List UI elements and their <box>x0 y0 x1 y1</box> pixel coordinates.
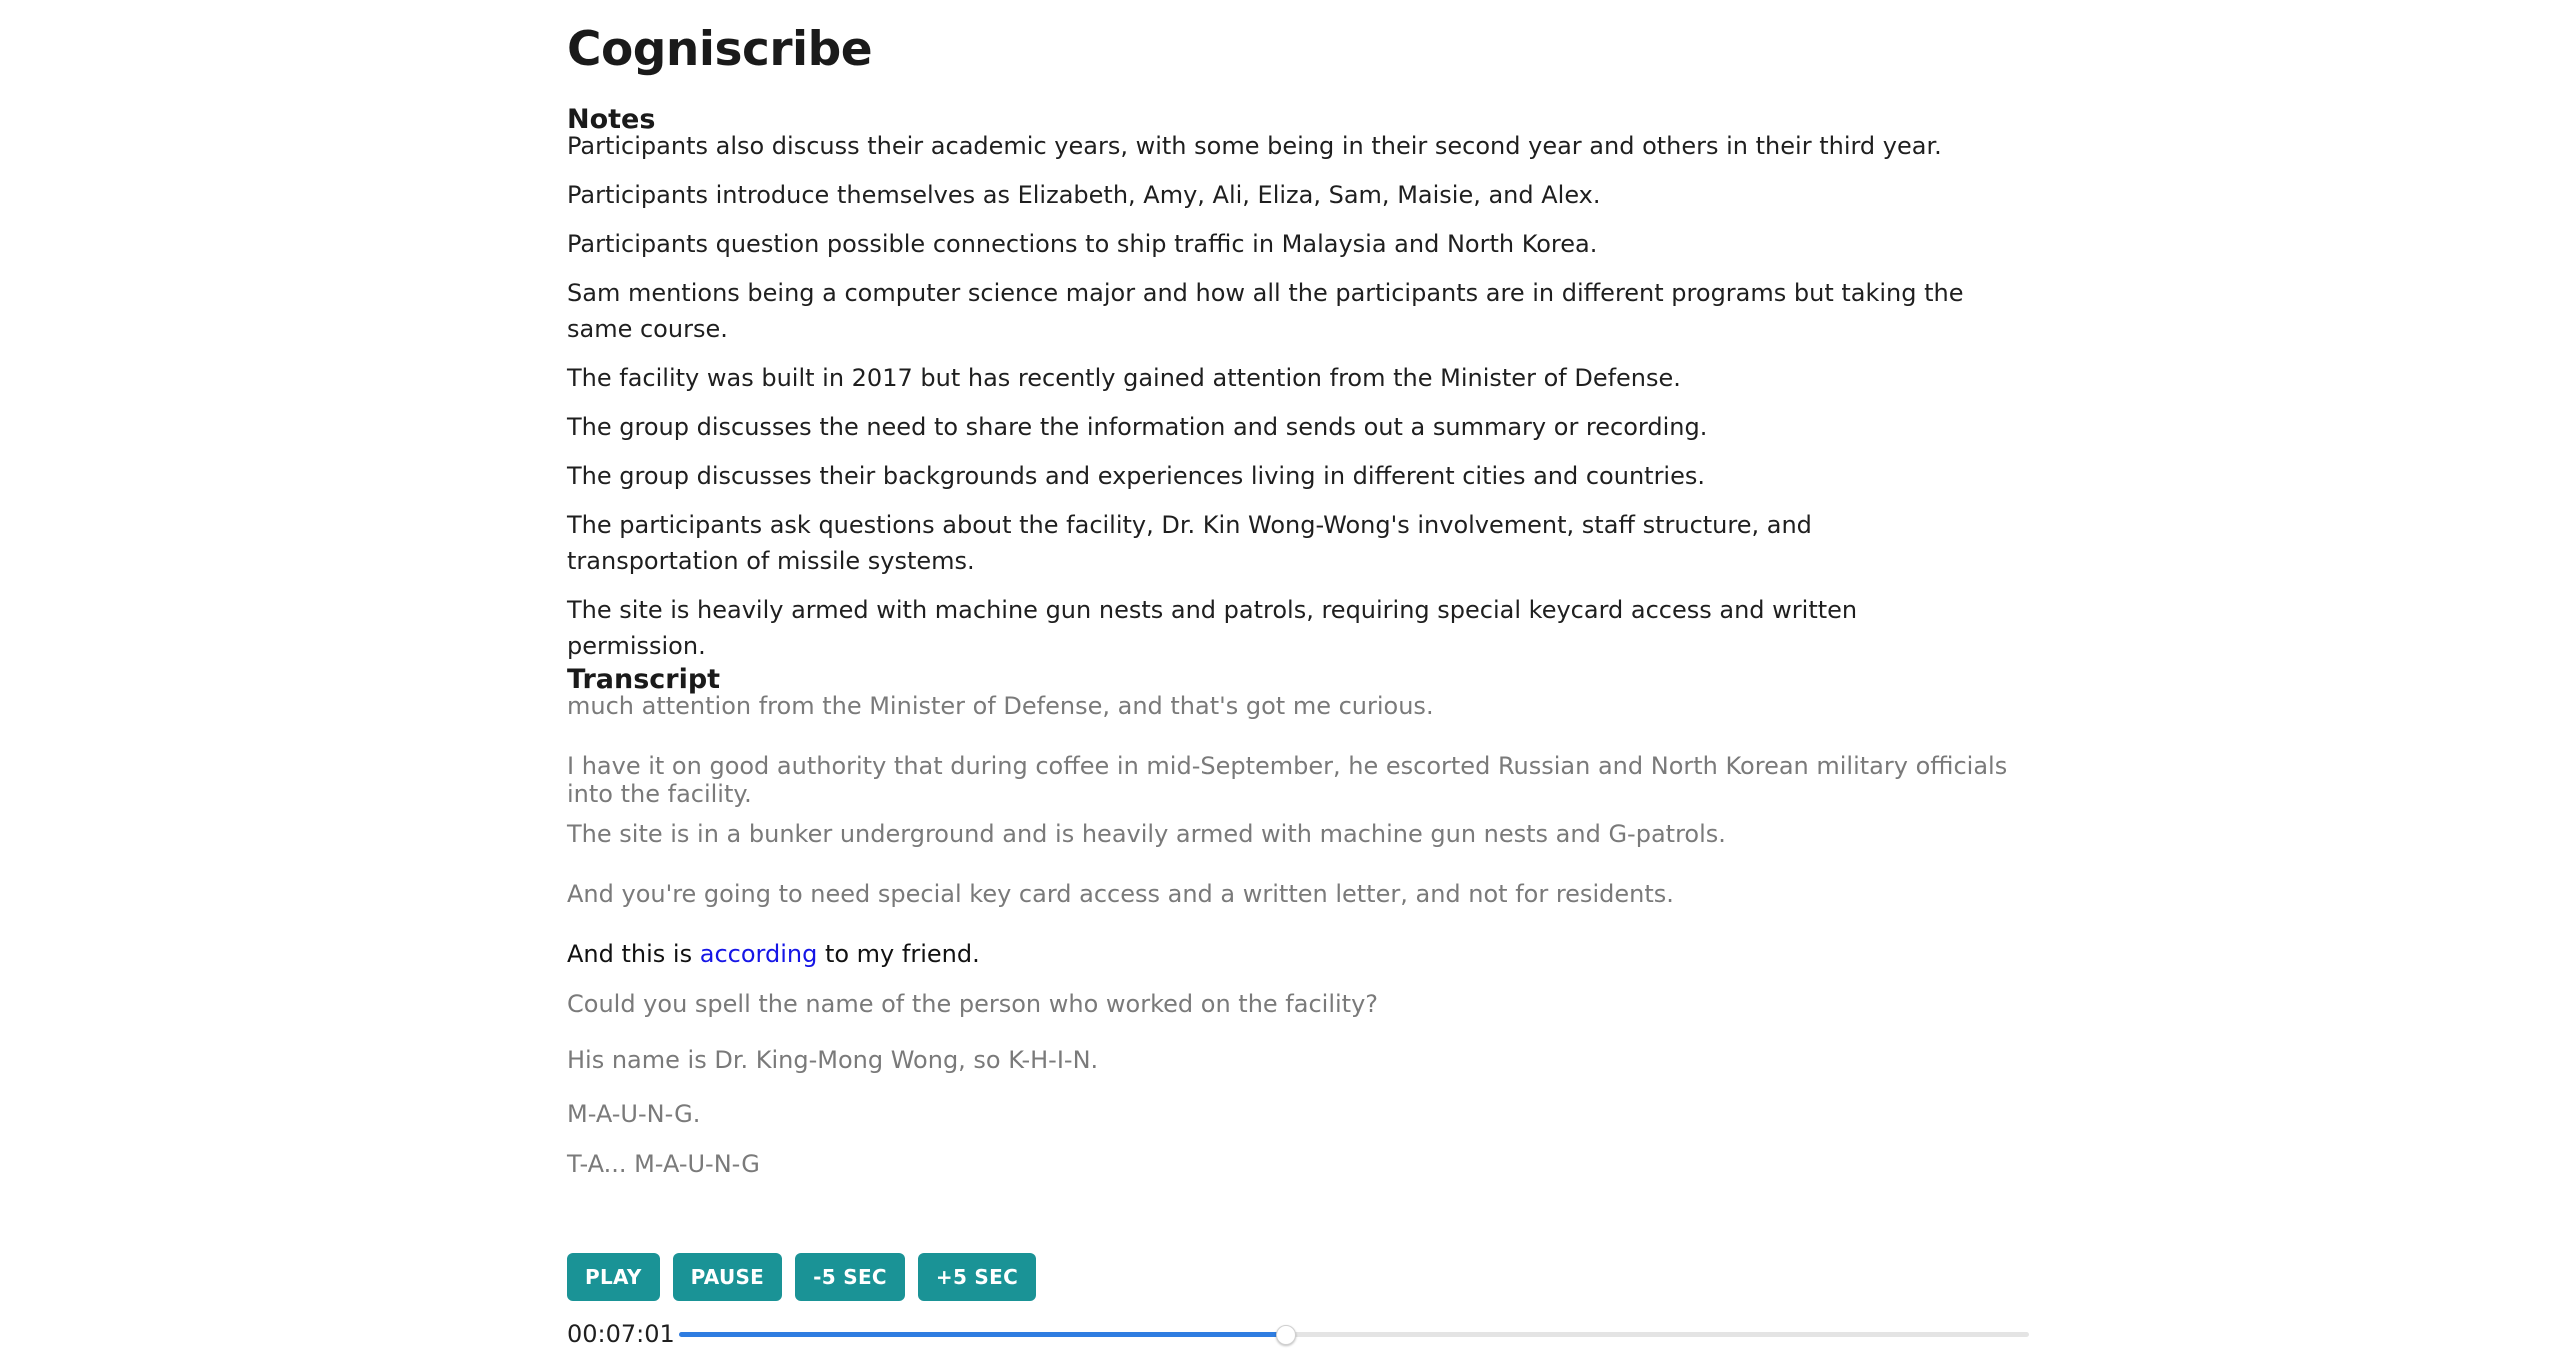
active-line-after: to my friend. <box>824 940 980 968</box>
transcript-line[interactable]: Could you spell the name of the person who worked on the facility? <box>567 990 1379 1018</box>
note-item: The group discusses their backgrounds and experiences living in different cities and countries. <box>567 462 1705 490</box>
transcript-heading: Transcript <box>567 664 721 695</box>
transcript-line[interactable]: T-A... M-A-U-N-G <box>567 1150 760 1178</box>
notes-panel[interactable] <box>567 132 1987 660</box>
app-title: Cogniscribe <box>567 22 873 77</box>
active-line-before: And this is <box>567 940 693 968</box>
transcript-panel[interactable] <box>567 692 2037 1178</box>
note-item: Sam mentions being a computer science major and how all the participants are in different programs but taking the same course. <box>567 279 1964 343</box>
seek-slider-fill <box>679 1332 1285 1337</box>
note-item: Participants question possible connections to ship traffic in Malaysia and North Korea. <box>567 230 1598 258</box>
transcript-list <box>567 692 2037 1178</box>
note-item: The site is heavily armed with machine gun nests and patrols, requiring special keycard access and written permission. <box>567 596 1858 660</box>
current-time: 00:07:01 <box>567 1320 675 1348</box>
seek-slider[interactable] <box>679 1332 2029 1337</box>
note-item: Participants introduce themselves as Elizabeth, Amy, Ali, Eliza, Sam, Maisie, and Alex. <box>567 181 1601 209</box>
active-word[interactable]: according <box>699 940 818 968</box>
transcript-line[interactable]: And you're going to need special key card access and a written letter, and not for residents. <box>567 880 1674 908</box>
pause-button[interactable]: PAUSE <box>673 1253 783 1301</box>
notes-heading: Notes <box>567 104 656 135</box>
note-item: The group discusses the need to share the information and sends out a summary or recording. <box>567 413 1708 441</box>
note-item: The facility was built in 2017 but has recently gained attention from the Minister of Defense. <box>567 364 1681 392</box>
app-container <box>567 0 2031 1359</box>
play-button[interactable]: PLAY <box>567 1253 660 1301</box>
note-item: The participants ask questions about the facility, Dr. Kin Wong-Wong's involvement, staff structure, and transportation of missile systems. <box>567 511 1812 575</box>
progress-row <box>567 1318 2031 1350</box>
transcript-line[interactable]: The site is in a bunker underground and is heavily armed with machine gun nests and G-patrols. <box>567 820 1726 848</box>
seek-slider-thumb[interactable] <box>1276 1325 1296 1345</box>
note-item: Participants also discuss their academic years, with some being in their second year and others in their third year. <box>567 132 1942 160</box>
transcript-line[interactable]: His name is Dr. King-Mong Wong, so K-H-I-N. <box>567 1046 1099 1074</box>
transcript-line[interactable]: much attention from the Minister of Defense, and that's got me curious. <box>567 692 1434 720</box>
notes-list <box>567 128 1967 677</box>
forward-5-button[interactable]: +5 SEC <box>918 1253 1036 1301</box>
rewind-5-button[interactable]: -5 SEC <box>795 1253 905 1301</box>
transcript-line[interactable]: M-A-U-N-G. <box>567 1100 701 1128</box>
transcript-line-active[interactable] <box>567 940 2037 968</box>
playback-controls <box>567 1253 1036 1301</box>
transcript-line[interactable]: I have it on good authority that during coffee in mid-September, he escorted Russian and North Korean military officials into the facility. <box>567 752 2008 808</box>
